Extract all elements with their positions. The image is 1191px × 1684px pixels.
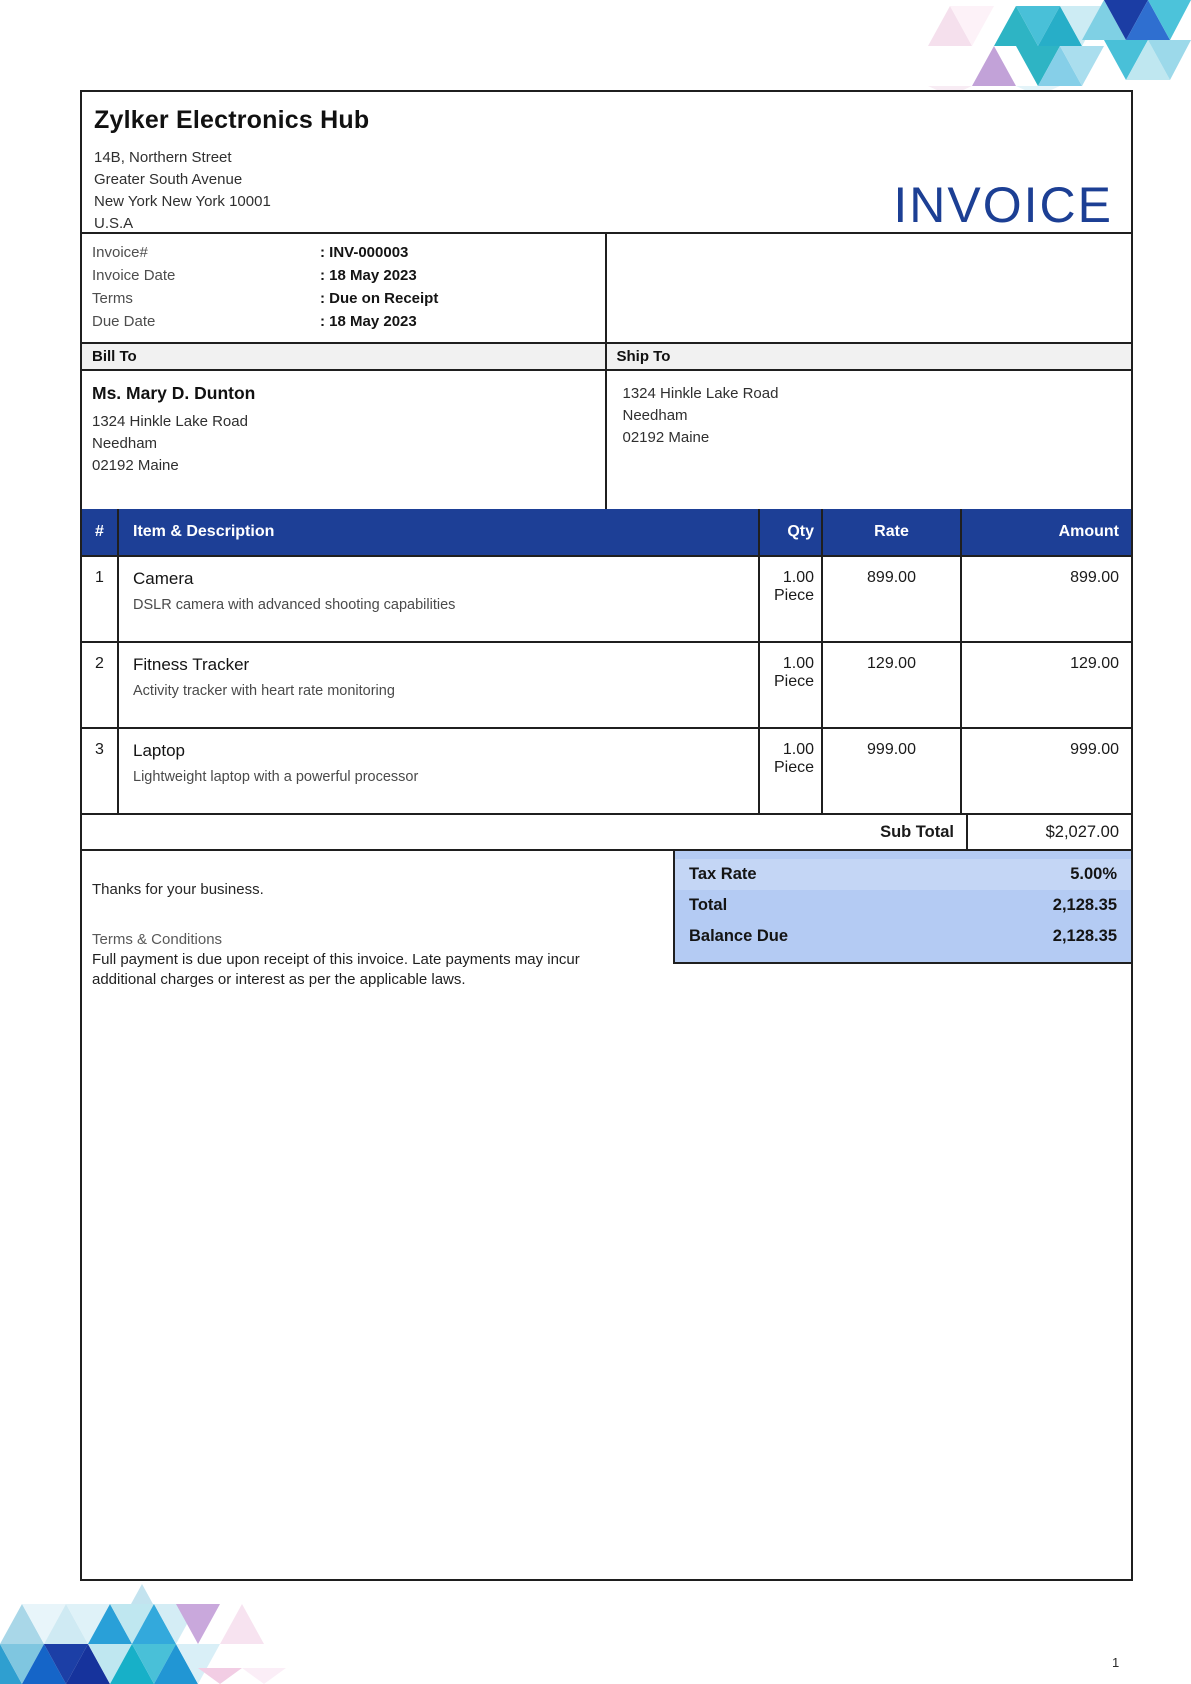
ship-to-address-block xyxy=(607,371,1132,509)
invoice-title: INVOICE xyxy=(893,177,1113,233)
due-date-value: : 18 May 2023 xyxy=(320,313,417,330)
total-value: 2,128.35 xyxy=(1052,896,1117,914)
item-amount: 899.00 xyxy=(1070,569,1119,586)
item-row xyxy=(82,557,1131,643)
bottom-section xyxy=(82,851,1131,990)
company-address-line: U.S.A xyxy=(94,215,134,232)
item-name: Laptop xyxy=(133,741,185,760)
item-cell xyxy=(119,557,760,641)
bill-to-address-block xyxy=(82,371,607,509)
meta-empty-cell xyxy=(607,234,1132,342)
terms-and-conditions-text: Full payment is due upon receipt of this invoice. Late payments may incur additional charges or interest as per the applicable laws. xyxy=(92,951,580,988)
item-qty-unit: Piece xyxy=(773,673,814,690)
party-info-row xyxy=(82,371,1131,509)
column-header-rate: Rate xyxy=(823,509,962,555)
terms-value: : Due on Receipt xyxy=(320,290,439,307)
balance-due-label: Balance Due xyxy=(689,927,789,945)
terms-label: Terms xyxy=(92,290,133,307)
ship-to-address-line: 02192 Maine xyxy=(622,429,710,446)
subtotal-value: $2,027.00 xyxy=(1045,822,1119,841)
item-qty-value: 1.00 xyxy=(782,655,814,672)
thanks-note: Thanks for your business. xyxy=(92,881,264,898)
item-index: 2 xyxy=(82,643,119,727)
ship-to-address-line: Needham xyxy=(622,407,688,424)
footer-notes xyxy=(82,851,673,990)
item-qty xyxy=(760,557,823,641)
invoice-date-label: Invoice Date xyxy=(92,267,176,284)
company-header xyxy=(82,92,1131,232)
meta-row xyxy=(92,241,595,264)
item-amount: 129.00 xyxy=(1070,655,1119,672)
bill-to-address-line: Needham xyxy=(92,435,158,452)
item-qty-unit: Piece xyxy=(773,759,814,776)
items-table-header xyxy=(82,509,1131,557)
bill-to-address-line: 1324 Hinkle Lake Road xyxy=(92,413,248,430)
item-index: 3 xyxy=(82,729,119,813)
company-address-line: 14B, Northern Street xyxy=(94,149,232,166)
item-description: Activity tracker with heart rate monitoring xyxy=(133,683,395,699)
page-number: 1 xyxy=(1112,1655,1120,1670)
column-header-item-description: Item & Description xyxy=(119,509,760,555)
item-row xyxy=(82,643,1131,729)
bill-to-address-line: 02192 Maine xyxy=(92,457,179,474)
item-description: DSLR camera with advanced shooting capabilities xyxy=(133,597,456,613)
terms-and-conditions-heading: Terms & Conditions xyxy=(92,931,223,948)
subtotal-label: Sub Total xyxy=(82,815,968,849)
item-qty-unit: Piece xyxy=(773,587,814,604)
item-rate: 899.00 xyxy=(823,557,962,641)
invoice-number-label: Invoice# xyxy=(92,244,148,261)
tax-rate-row xyxy=(675,859,1131,890)
subtotal-row xyxy=(82,815,1131,851)
total-label: Total xyxy=(689,896,728,914)
meta-row xyxy=(92,264,595,287)
tax-rate-value: 5.00% xyxy=(1070,865,1117,883)
total-row xyxy=(675,890,1131,921)
column-header-index: # xyxy=(82,509,119,555)
customer-name: Ms. Mary D. Dunton xyxy=(92,383,256,403)
meta-row xyxy=(92,287,595,310)
triangle-mosaic-bottom-left-decoration xyxy=(0,1584,290,1684)
item-name: Camera xyxy=(133,569,194,588)
triangle-mosaic-top-right-decoration xyxy=(866,0,1191,96)
balance-due-value: 2,128.35 xyxy=(1052,927,1117,945)
tax-rate-label: Tax Rate xyxy=(689,865,757,883)
item-description: Lightweight laptop with a powerful processor xyxy=(133,769,419,785)
invoice-date-value: : 18 May 2023 xyxy=(320,267,417,284)
item-qty xyxy=(760,729,823,813)
totals-box xyxy=(673,851,1131,964)
item-cell xyxy=(119,729,760,813)
invoice-meta-table xyxy=(82,234,607,342)
party-header-row xyxy=(82,342,1131,371)
company-name: Zylker Electronics Hub xyxy=(94,106,370,134)
bill-to-header: Bill To xyxy=(82,344,607,369)
due-date-label: Due Date xyxy=(92,313,156,330)
column-header-qty: Qty xyxy=(760,509,823,555)
invoice-meta-section xyxy=(82,232,1131,342)
company-address-line: New York New York 10001 xyxy=(94,193,271,210)
item-qty-value: 1.00 xyxy=(782,741,814,758)
ship-to-address-line: 1324 Hinkle Lake Road xyxy=(622,385,779,402)
item-rate: 999.00 xyxy=(823,729,962,813)
item-amount: 999.00 xyxy=(1070,741,1119,758)
column-header-amount: Amount xyxy=(1058,523,1119,540)
item-qty xyxy=(760,643,823,727)
meta-row xyxy=(92,310,595,333)
invoice-number-value: : INV-000003 xyxy=(320,244,409,261)
company-address-line: Greater South Avenue xyxy=(94,171,243,188)
item-row xyxy=(82,729,1131,815)
invoice-document xyxy=(80,90,1133,1581)
item-name: Fitness Tracker xyxy=(133,655,250,674)
item-rate: 129.00 xyxy=(823,643,962,727)
balance-due-row xyxy=(675,921,1131,952)
item-cell xyxy=(119,643,760,727)
item-qty-value: 1.00 xyxy=(782,569,814,586)
item-index: 1 xyxy=(82,557,119,641)
ship-to-header: Ship To xyxy=(616,348,671,365)
